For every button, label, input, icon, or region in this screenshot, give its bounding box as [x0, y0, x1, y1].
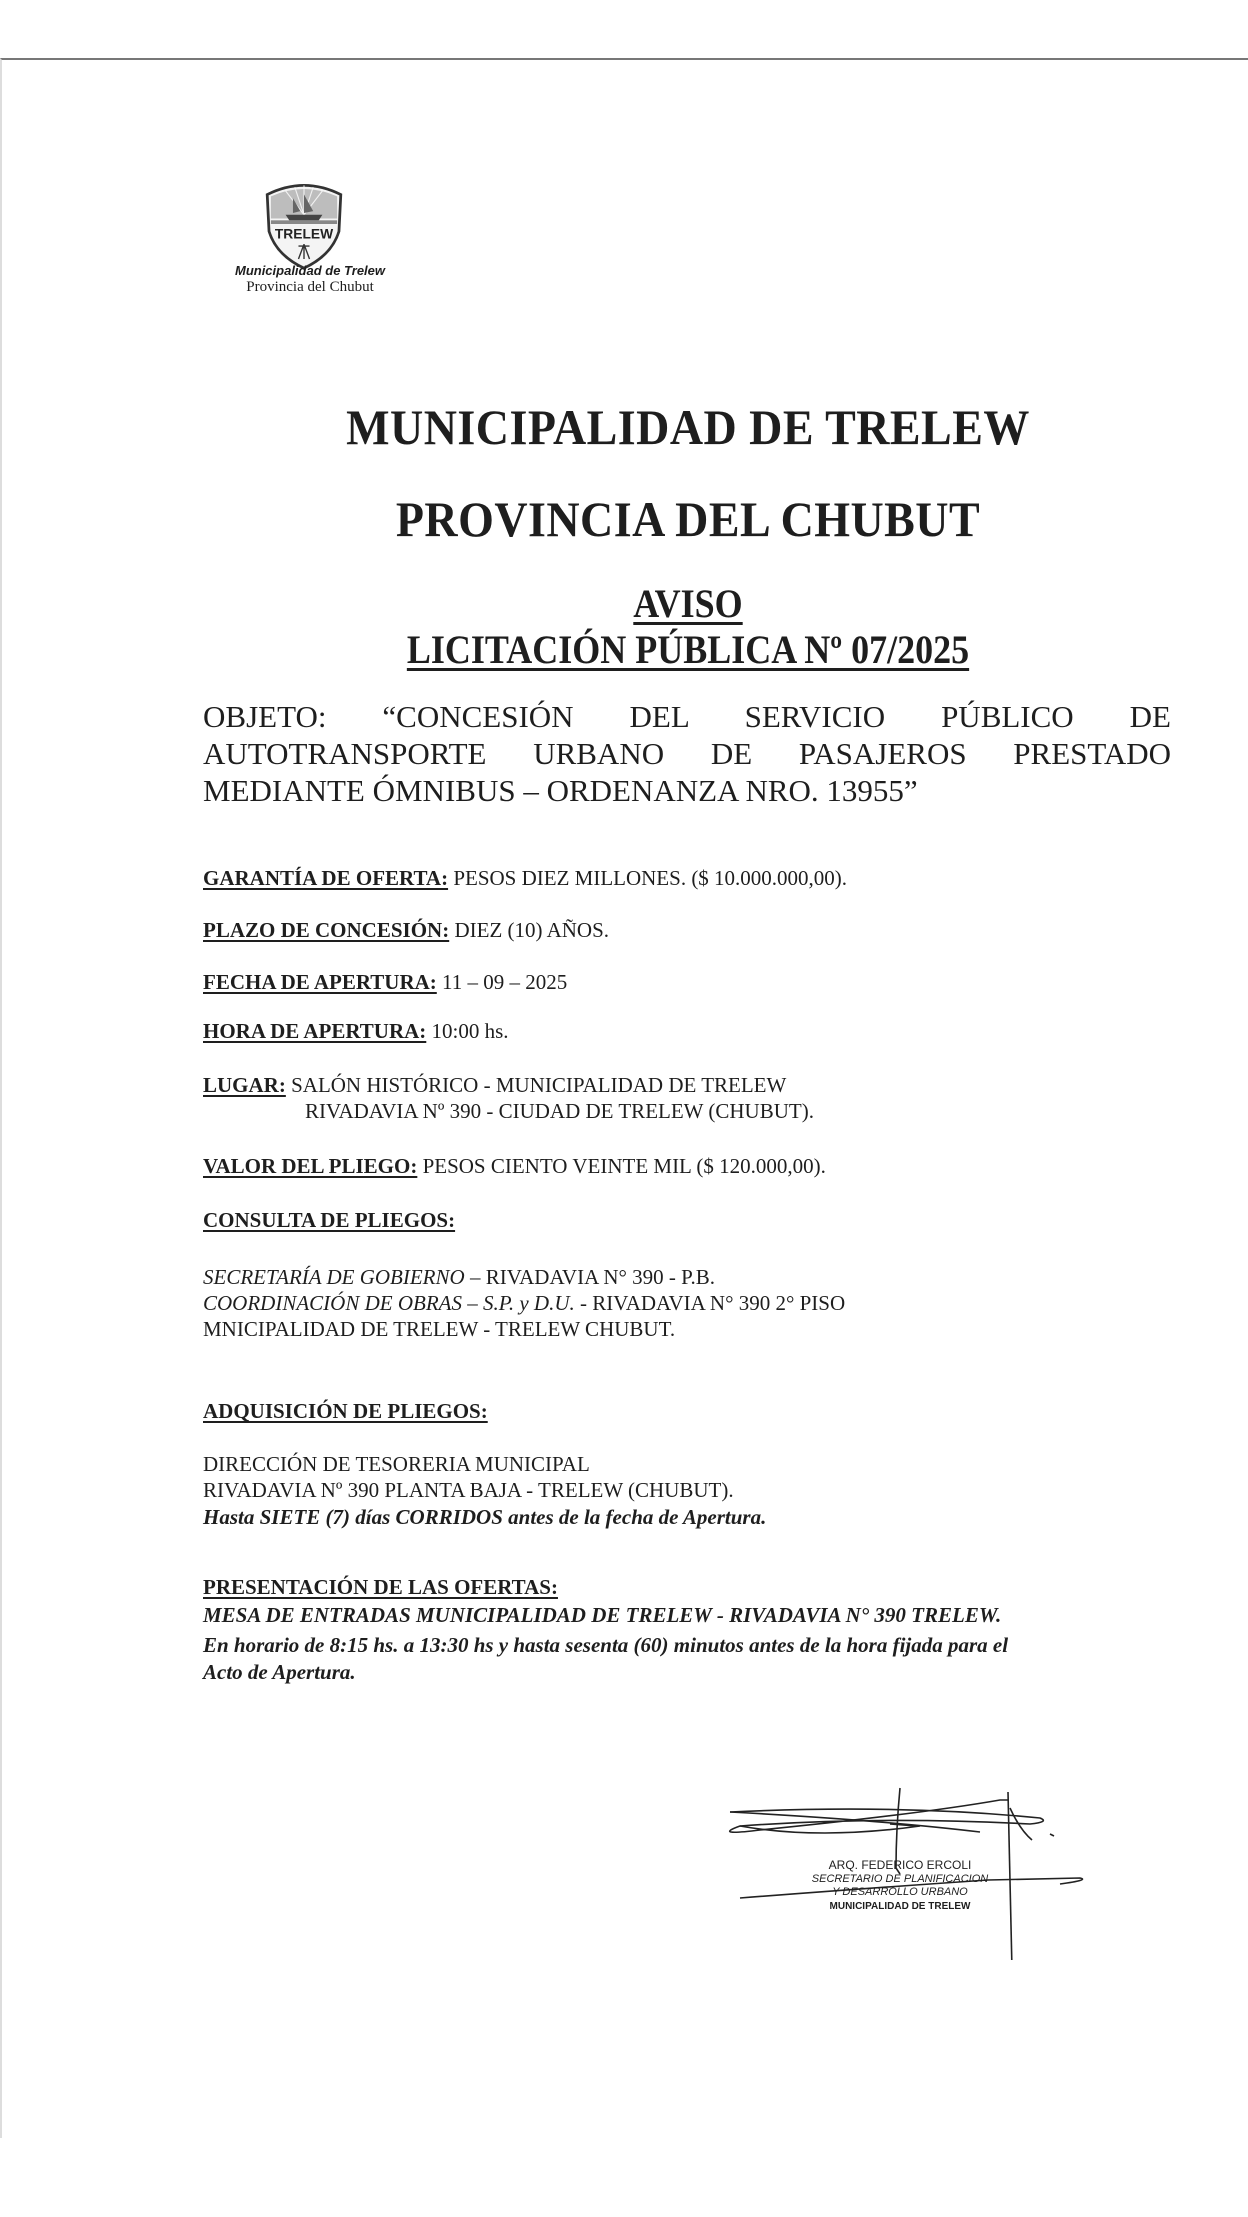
adquisicion-deadline: Hasta SIETE (7) días CORRIDOS antes de la fecha de Apertura.: [203, 1505, 767, 1529]
municipal-seal-logo: [258, 178, 350, 270]
lugar-address: RIVADAVIA Nº 390 - CIUDAD DE TRELEW (CHUBUT).: [305, 1099, 814, 1123]
plazo-value: DIEZ (10) AÑOS.: [449, 918, 610, 942]
aviso-heading: [69, 580, 1248, 627]
consulta-heading: [203, 1207, 455, 1233]
signatory-role-line-2: Y DESARROLLO URBANO: [832, 1886, 968, 1898]
signatory-name: ARQ. FEDERICO ERCOLI: [828, 1858, 972, 1872]
field-valor-pliego: [203, 1153, 826, 1179]
consulta-line-2-address: - RIVADAVIA N° 390 2° PISO: [574, 1291, 846, 1315]
consulta-line-1: [203, 1264, 715, 1290]
lugar-label: LUGAR:: [203, 1073, 286, 1097]
hora-label: HORA DE APERTURA:: [203, 1019, 427, 1043]
licitacion-text: LICITACIÓN PÚBLICA Nº 07/2025: [406, 627, 970, 672]
presentacion-line-3: Acto de Apertura.: [203, 1660, 356, 1684]
seal-caption-province: Provincia del Chubut: [246, 279, 374, 295]
consulta-line-3: MNICIPALIDAD DE TRELEW - TRELEW CHUBUT.: [203, 1317, 676, 1341]
objeto-paragraph: OBJETO: “CONCESIÓN DEL SERVICIO PÚBLICO DE AUTOTRANSPORTE URBANO DE PASAJEROS PRESTADO MEDIANTE ÓMNIBUS – ORDENANZA NRO. 13955”: [203, 699, 1171, 808]
document-subtitle: PROVINCIA DEL CHUBUT: [395, 491, 981, 547]
adquisicion-heading: [203, 1398, 488, 1424]
field-plazo: [203, 917, 609, 943]
presentacion-label: PRESENTACIÓN DE LAS OFERTAS:: [203, 1575, 558, 1599]
presentacion-heading: [203, 1574, 558, 1600]
seal-caption: [200, 262, 420, 296]
document-title: MUNICIPALIDAD DE TRELEW: [346, 399, 1030, 455]
consulta-line-1-office: SECRETARÍA DE GOBIERNO: [203, 1265, 465, 1289]
adquisicion-line-1: DIRECCIÓN DE TESORERIA MUNICIPAL: [203, 1452, 590, 1476]
adquisicion-label: ADQUISICIÓN DE PLIEGOS:: [203, 1399, 488, 1423]
seal-emblem-text: TRELEW: [274, 226, 334, 242]
consulta-label: CONSULTA DE PLIEGOS:: [203, 1208, 456, 1232]
presentacion-line-2: En horario de 8:15 hs. a 13:30 hs y hasta sesenta (60) minutos antes de la hora fijada para el: [203, 1633, 1009, 1657]
lugar-value: SALÓN HISTÓRICO - MUNICIPALIDAD DE TRELEW: [285, 1073, 787, 1097]
garantia-label: GARANTÍA DE OFERTA:: [203, 866, 449, 890]
seal-caption-municipality: Municipalidad de Trelew: [234, 263, 385, 278]
presentacion-line-1: MESA DE ENTRADAS MUNICIPALIDAD DE TRELEW - RIVADAVIA N° 390 TRELEW.: [203, 1603, 1002, 1627]
garantia-value: PESOS DIEZ MILLONES. ($ 10.000.000,00).: [448, 866, 848, 890]
adquisicion-line-2: RIVADAVIA Nº 390 PLANTA BAJA - TRELEW (CHUBUT).: [203, 1478, 734, 1502]
hora-value: 10:00 hs.: [426, 1019, 509, 1043]
field-garantia: [203, 865, 847, 891]
aviso-text: AVISO: [633, 581, 743, 626]
signatory-organization: MUNICIPALIDAD DE TRELEW: [829, 1901, 971, 1912]
valor-label: VALOR DEL PLIEGO:: [203, 1154, 418, 1178]
consulta-line-2-office: COORDINACIÓN DE OBRAS – S.P. y D.U.: [203, 1291, 575, 1315]
licitacion-heading: [69, 626, 1248, 673]
field-hora-apertura: [203, 1018, 509, 1044]
fecha-value: 11 – 09 – 2025: [436, 970, 568, 994]
consulta-line-1-address: – RIVADAVIA N° 390 - P.B.: [464, 1265, 716, 1289]
plazo-label: PLAZO DE CONCESIÓN:: [203, 918, 450, 942]
field-lugar: [203, 1072, 786, 1098]
consulta-line-2: [203, 1290, 845, 1316]
valor-value: PESOS CIENTO VEINTE MIL ($ 120.000,00).: [417, 1154, 826, 1178]
fecha-label: FECHA DE APERTURA:: [203, 970, 437, 994]
field-fecha-apertura: [203, 969, 567, 995]
signatory-role-line-1: SECRETARIO DE PLANIFICACION: [811, 1873, 989, 1885]
